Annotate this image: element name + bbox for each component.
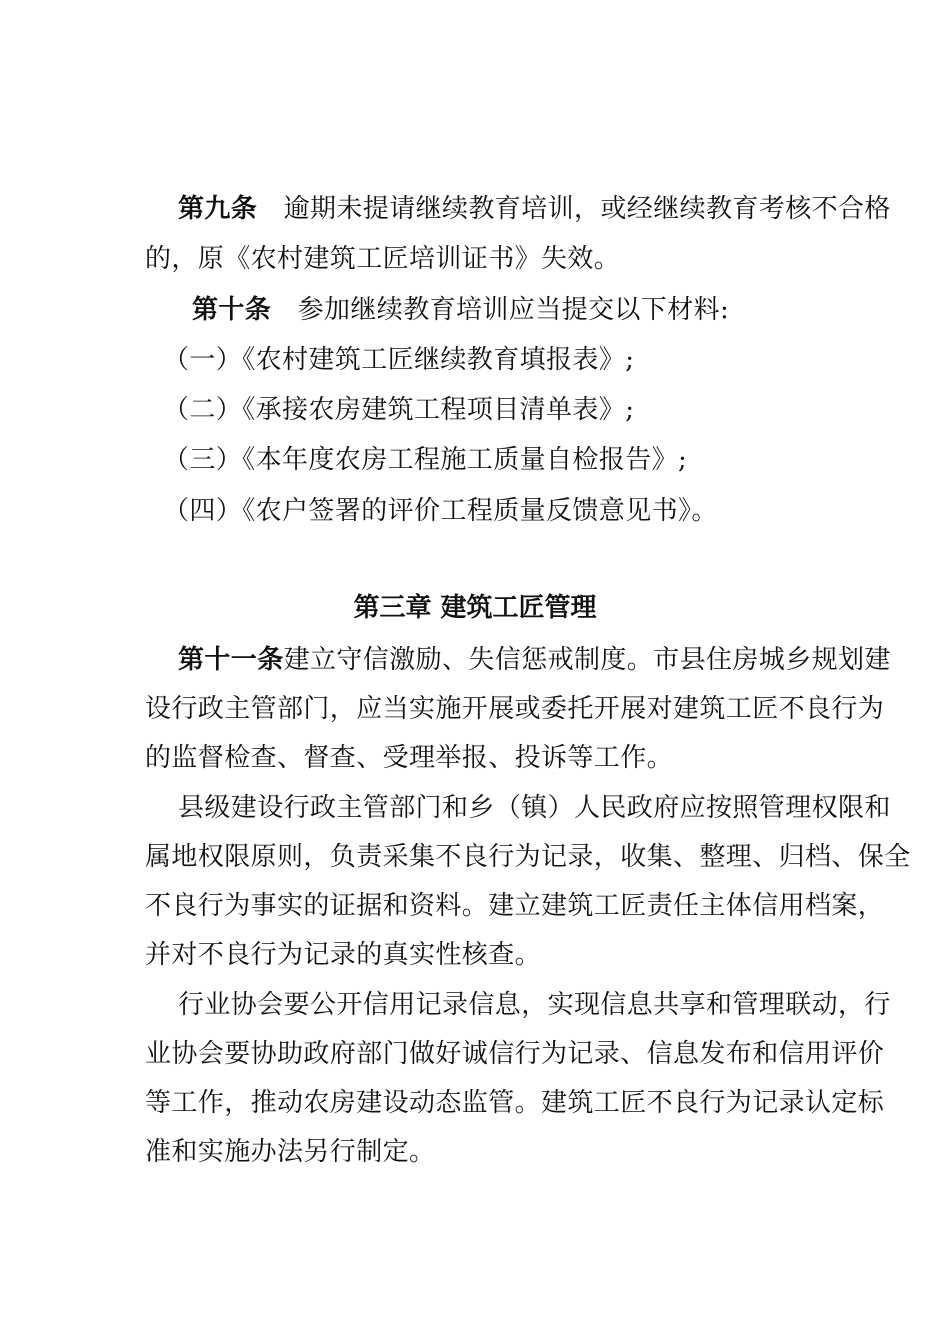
article-11-text-1: 建立守信激励、失信惩戒制度。市县住房城乡规划建 — [283, 645, 891, 675]
article-10-item-4: （四）《农户签署的评价工程质量反馈意见书》。 — [163, 496, 718, 526]
article-9-line-2: 的，原《农村建筑工匠培训证书》失效。 — [145, 244, 621, 274]
article-10-label: 第十条 — [192, 295, 272, 325]
article-10-item-2: （二）《承接农房建筑工程项目清单表》; — [163, 395, 635, 425]
paragraph-2-line-1: 县级建设行政主管部门和乡（镇）人民政府应按照管理权限和 — [178, 793, 891, 823]
paragraph-3-line-4: 准和实施办法另行制定。 — [145, 1137, 436, 1167]
paragraph-2-line-3: 不良行为事实的证据和资料。建立建筑工匠责任主体信用档案， — [145, 891, 885, 921]
article-9-label: 第九条 — [178, 194, 258, 224]
paragraph-3-line-2: 业协会要协助政府部门做好诚信行为记录、信息发布和信用评价 — [145, 1039, 885, 1069]
article-11-line-2: 设行政主管部门，应当实施开展或委托开展对建筑工匠不良行为 — [145, 694, 885, 724]
article-10-item-3: （三）《本年度农房工程施工质量自检报告》; — [163, 445, 688, 475]
article-11-line-3: 的监督检查、督查、受理举报、投诉等工作。 — [145, 743, 674, 773]
paragraph-2-line-2: 属地权限原则，负责采集不良行为记录，收集、整理、归档、保全 — [145, 842, 911, 872]
paragraph-3-line-1: 行业协会要公开信用记录信息，实现信息共享和管理联动，行 — [178, 990, 891, 1020]
article-9-text-1: 逾期未提请继续教育培训，或经继续教育考核不合格 — [283, 194, 891, 224]
chapter-3-title: 第三章 建筑工匠管理 — [353, 593, 597, 623]
paragraph-3-line-3: 等工作，推动农房建设动态监管。建筑工匠不良行为记录认定标 — [145, 1088, 885, 1118]
article-11-line-1 — [178, 643, 891, 677]
article-10-text: 参加继续教育培训应当提交以下材料: — [297, 295, 730, 325]
article-10-heading — [192, 293, 729, 327]
article-9-line-1 — [178, 192, 891, 226]
article-10-item-1: （一）《农村建筑工匠继续教育填报表》; — [163, 345, 635, 375]
article-11-label: 第十一条 — [178, 645, 284, 675]
paragraph-2-line-4: 并对不良行为记录的真实性核查。 — [145, 940, 542, 970]
